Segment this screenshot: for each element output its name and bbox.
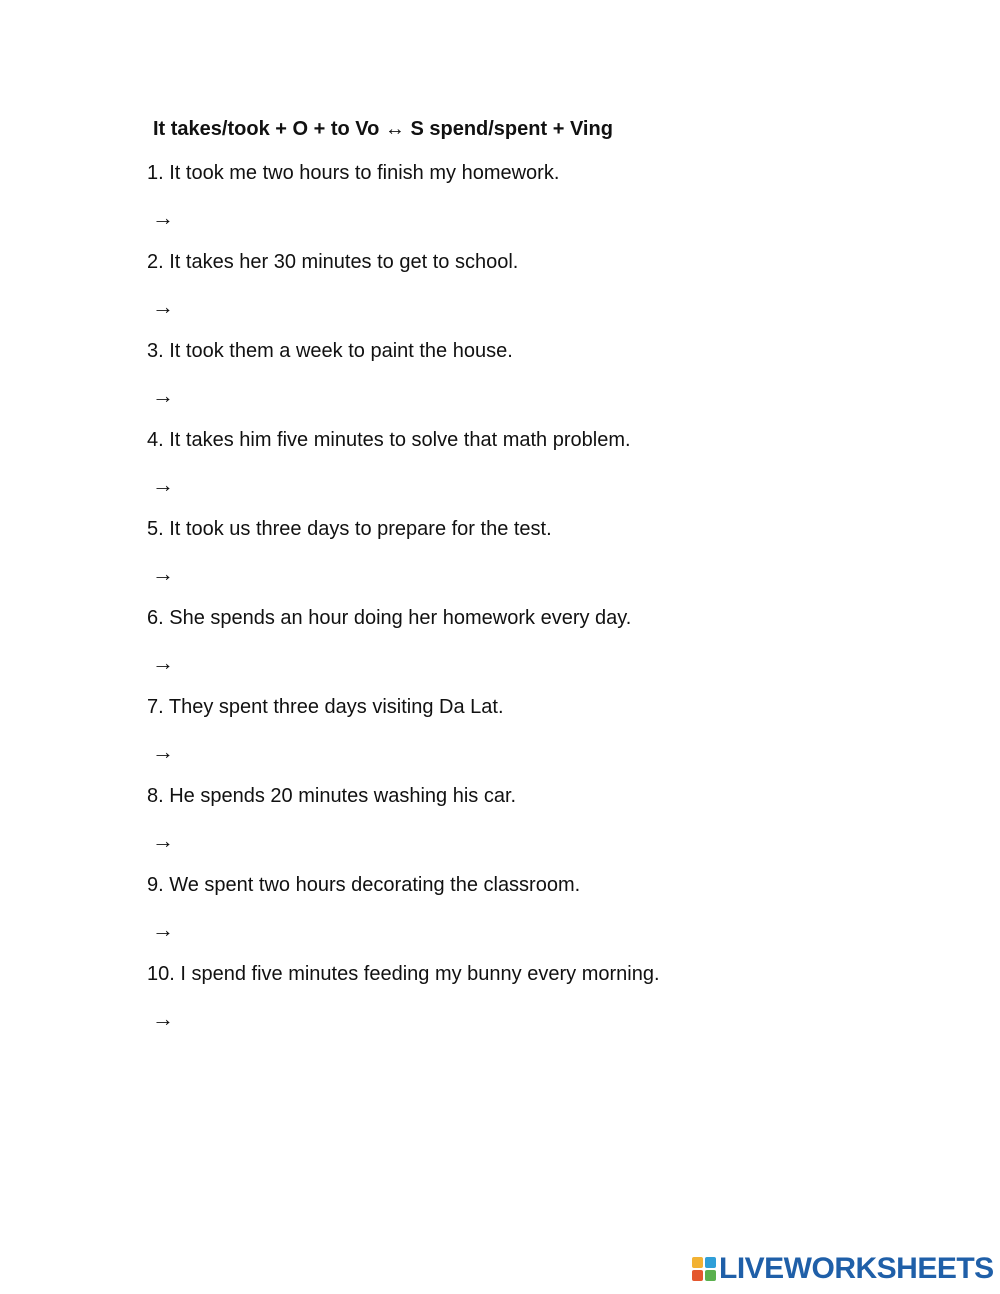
- logo-mark-icon: [692, 1257, 716, 1281]
- logo-mark-square: [705, 1270, 716, 1281]
- exercise-sentence: 3. It took them a week to paint the house.: [147, 340, 513, 362]
- exercise-sentence: 6. She spends an hour doing her homework every day.: [147, 607, 632, 629]
- exercise-sentence: 2. It takes her 30 minutes to get to school.: [147, 251, 519, 273]
- answer-arrow-icon: →: [152, 472, 174, 497]
- logo-mark-square: [692, 1257, 703, 1268]
- answer-arrow-icon: →: [152, 917, 174, 942]
- answer-arrow-icon: →: [152, 205, 174, 230]
- exercise-sentence: 4. It takes him five minutes to solve that math problem.: [147, 429, 631, 451]
- answer-arrow-icon: →: [152, 383, 174, 408]
- exercise-sentence: 5. It took us three days to prepare for the test.: [147, 518, 552, 540]
- exercise-sentence: 7. They spent three days visiting Da Lat.: [147, 696, 504, 718]
- logo-mark-square: [692, 1270, 703, 1281]
- exercise-sentence: 1. It took me two hours to finish my homework.: [147, 162, 560, 184]
- exercise-sentence: 10. I spend five minutes feeding my bunny every morning.: [147, 963, 660, 985]
- answer-arrow-icon: →: [152, 294, 174, 319]
- answer-arrow-icon: →: [152, 561, 174, 586]
- logo-mark-square: [705, 1257, 716, 1268]
- answer-arrow-icon: →: [152, 739, 174, 764]
- exercise-sentence: 9. We spent two hours decorating the classroom.: [147, 874, 581, 896]
- logo-text: LIVEWORKSHEETS: [719, 1252, 994, 1285]
- liveworksheets-logo: [692, 1254, 994, 1284]
- exercise-sentence: 8. He spends 20 minutes washing his car.: [147, 785, 517, 807]
- answer-arrow-icon: →: [152, 1006, 174, 1031]
- answer-arrow-icon: →: [152, 650, 174, 675]
- answer-arrow-icon: →: [152, 828, 174, 853]
- worksheet-title: It takes/took + O + to Vo ↔ S spend/spent + Ving: [153, 118, 613, 140]
